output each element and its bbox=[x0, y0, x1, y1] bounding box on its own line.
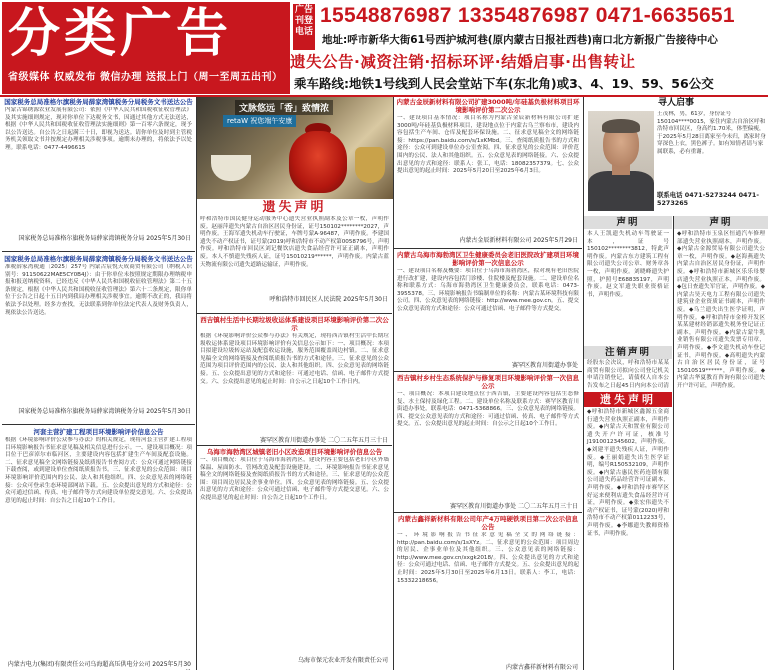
notice-signature: 呼和浩特市回民区人民法院 2025年5月30日 bbox=[269, 296, 388, 303]
tax-notice-2 bbox=[2, 254, 195, 422]
section-divider bbox=[197, 313, 392, 314]
column-4 bbox=[584, 216, 672, 670]
column-1 bbox=[2, 97, 195, 670]
sachet-illustration bbox=[289, 131, 347, 193]
notice-signature: 乌海市保元农业开发有限责任公司 bbox=[297, 657, 388, 664]
slogan: 省级媒体 权威发布 微信办理 送报上门（周一至周五出刊） bbox=[8, 72, 283, 83]
notice-body: 呼和浩特市国民健身运动服务中心遗失营业执照副本及公章一枚，声明作废。赵丽萍遗失内蒙古自治区居民身份证，证号150102********2027，声明作废。王海军遗失机动车行驶证，车牌号蒙A·96487，声明作废。李建国遗失不动产权证书，证号蒙(2019)呼和浩特市不动产权第0058796号，声明作废。呼和浩特市回民区刘记餐饮店遗失食品经营许可证正副本，声明作废。本人不慎遗失残疾人证，证号15010219******，声明作废。内蒙古蓝天物流有限公司遗失道路运输证，声明作废。 bbox=[200, 216, 389, 268]
notice-signature: 内蒙古金辰新材料有限公司 2025年5月29日 bbox=[459, 237, 578, 244]
section-divider bbox=[394, 371, 582, 372]
missing-person-contact: 联系电话 0471-5273244 0471-5273265 bbox=[657, 191, 760, 207]
notice-body: 根据《环境影响评价公众参与办法》的相关规定，现将河套主营扩建工程项目环境影响报告书征求意见稿及相关信息进行公示。一、建设项目概况：项目位于巴彦淖尔市临河区，主要建设内容包括扩建生产车间及配套设施。二、征求意见稿全文网络链接及纸质报告书查阅方式：公众可通过网络链接下载查阅，或到建设单位查阅纸质报告书。三、征求意见的公众范围：项目环境影响评价范围内的公民、法人和其他组织。四、公众意见表的网络链接：公众可登录生态环境部网站下载。五、公众提出意见的方式和途径：公众可通过信函、传真、电子邮件等方式向建设单位提交意见。六、公众提出意见的起止时间：自公告之日起10个工作日。 bbox=[5, 437, 192, 504]
notice-body: ◆呼和浩特市玉泉区恒通汽车修理部遗失营业执照副本，声明作废。◆内蒙古金源贸易有限公司遗失公章一枚，声明作废。◆赵海燕遗失内蒙古自治区居民身份证，声明作废。◆呼和浩特市新城区乐乐母婴店遗失营业执照正本，声明作废。◆包日查遗失军官证，声明作废。◆内蒙古昊天电力工程有限公司遗失建筑业企业资质证书副本，声明作废。◆乌兰遗失出生医学证明，声明作废。◆呼和浩特市金桥开发区某某建材经销部遗失税务登记证正副本，声明作废。◆内蒙古蒙牛乳业销售有限公司遗失发票专用章，声明作废。◆李文遗失机动车登记证书，声明作废。◆高明遗失内蒙古自治区居民身份证，证号15010519******，声明作废。◆内蒙古华夏教育咨询有限公司遗失开户许可证，声明作废。 bbox=[677, 231, 765, 389]
notice-heading: 国家税务总局准格尔旗税务局薛家湾镇税务分局税务文书送达公告 bbox=[4, 98, 193, 106]
dragon-boat-banner bbox=[197, 97, 393, 199]
banner-tag: retaW 祝您端午安康 bbox=[223, 115, 296, 127]
notice-body: ◆呼和浩特市新城区鑫源五金商行遗失营业执照正副本，声明作废。◆内蒙古天和置业有限公司遗失开户许可证，核准号J1910012345602，声明作废。◆刘建平遗失残疾人证，声明作废。◆王丽娟遗失出生医学证明，编号R150532109，声明作废。◆内蒙古惠民医药连锁有限公司遗失药品经营许可证副本，声明作废。◆呼和浩特市赛罕区好运来便利店遗失食品经营许可证，声明作废。◆张宏伟遗失不动产权证书，证号蒙(2020)呼和浩特市不动产权第0112233号，声明作废。◆李娜遗失教师资格证书，声明作废。 bbox=[587, 409, 669, 537]
notice-body: 本人王凯遗失机动车驾驶证一本，证号150102********3812，特此声明作废。内蒙古东方建筑工程有限公司遗失公司公章、财务章各一枚，声明作废。刘晓峰遗失护照，护照号E68835197，声明作废。赵文军遗失职业资格证书，声明作废。 bbox=[587, 231, 669, 298]
brand-block bbox=[2, 2, 290, 94]
lost-statement-block bbox=[584, 392, 672, 670]
notice-body: 一、项目概况：项目位于乌海市海勃湾区，建设内容主要包括老旧小区外墙保温、屋面防水、管网改造及配套设施建设。二、环境影响报告书征求意见稿全文的网络链接及查阅纸质报告书的方式和途径。三、征求意见的公众范围：项目周边居民及企事业单位。四、公众意见表的网络链接。五、公众提出意见的方式和途径：公众可通过信函、电子邮件等方式提交意见。六、公众提出意见的起止时间：自公告之日起10个工作日。 bbox=[200, 457, 389, 501]
column-3 bbox=[394, 97, 582, 670]
statement-title: 声明 bbox=[584, 216, 672, 229]
photo-shirt bbox=[588, 171, 654, 211]
notice-signature: 内蒙古电力(集团)有限责任公司乌海超高压供电分公司 2025年5月30 bbox=[7, 661, 191, 668]
notice-body: 一、项目概况：本项目建设地点位于西吉镇，主要建设内容包括生态修复、水土保持及绿化工程。二、建设单位名称及联系方式：赛罕区教育川街道办事处，联系电话：0471-5368866。三、公众意见表的网络链接。四、提交公众意见表的方式和途径：可通过信函、传真、电子邮件等方式提交。五、公众提出意见的起止时间：自公示之日起10个工作日。 bbox=[397, 391, 579, 428]
notice-signature: 国家税务总局准格尔旗税务局薛家湾镇税务分局 2025年5月30日 bbox=[18, 235, 191, 242]
banner-caption: 文脉悠远「香」致情浓 bbox=[235, 100, 333, 115]
notice-heading: 西吉镇村乡村生态系统保护与修复项目环境影响评价第一次信息公示 bbox=[397, 374, 579, 390]
notice-heading: 乌海市海勃湾区城镇老旧小区改造项目环境影响评价信息公告 bbox=[206, 448, 383, 456]
eia-notice-xiji bbox=[197, 315, 392, 443]
notice-signature: 赛罕区教育川街道办事处 二〇二五年五月三十日 bbox=[450, 503, 578, 510]
notice-heading: 国家税务总局准格尔旗税务局薛家湾镇税务分局税务文书送达公告 bbox=[4, 255, 193, 263]
tax-notice-1 bbox=[2, 97, 195, 249]
lost-notice-title: 遗失声明 bbox=[262, 200, 327, 215]
cancellation-title: 注销声明 bbox=[584, 346, 672, 359]
eia-notice-wuhai bbox=[197, 447, 392, 670]
notice-body: 准税薛家湾税通〔2025〕257号 内蒙古宸悦天成商贸有限公司（纳税人识别号：91150622MAE5CY0B4J）：由于你单位未按照规定期限办理纳税申报和报送纳税资料，已经违反《中华人民共和国税收征收管理法》第二十五条规定，根据《中华人民共和国税收征收管理法》第六十二条规定，限你单位于公告之日起十五日内到我局办理相关涉税事宜。逾期不改正的，我局将依法予以处理。经多方查找，无法联系到你单位法定代表人及财务负责人，现依法公告送达。 bbox=[5, 264, 192, 316]
service-list: 遗失公告·减资注销·招标环评·结婚启事·出售转让 bbox=[290, 53, 636, 71]
lost-notice-block bbox=[197, 200, 392, 312]
newspaper-title: 分类广告 bbox=[8, 3, 233, 64]
notice-body: 根据《环境影响评价公众参与办法》有关规定，现将西吉镇村生活中长期垃圾收运体系建设项目环境影响评价有关信息公示如下：一、项目概况：本项目拟建设垃圾转运站及配套收运设施，服务范围覆盖周边村镇。二、征求意见稿全文的网络链接及查阅纸质报告书的方式和途径。三、征求意见的公众范围为项目评价范围内的公民、法人和其他组织。四、公众意见表的网络链接。五、公众提出意见的方式和途径：可通过电话、信函、电子邮件方式提交。六、公众提出意见的起止时间：自公示之日起10个工作日内。 bbox=[200, 333, 389, 385]
section-divider bbox=[2, 424, 195, 425]
notice-body: 一、建设项目基本情况：项目名称为内蒙古金辰新材料有限公司扩建3000吨/年硅基负极材料项目，建设地点位于内蒙古乌兰察布市，建设内容包括生产车间、仓库及配套环保设施。二、征求意见稿全文的网络链接：https://pan.baidu.com/s/1xKMbd。三、查阅纸质报告书的方式和途径：公众可到建设单位办公室查阅。四、征求意见的公众范围：评价范围内的公民、法人和其他组织。五、公众意见表的网络链接。六、公众提出意见的方式和途径：联系人：张工，电话：18082357379。七、公众提出意见的起止时间：2025年5月20日至2025年6月3日。 bbox=[397, 115, 579, 175]
notice-heading: 内蒙古鑫祥新材料有限公司年产4万吨硬铁项目第二次公示信息公告 bbox=[397, 515, 579, 531]
section-divider bbox=[2, 251, 195, 252]
notice-heading: 内蒙古乌海市海勃湾区卫生健康委员会老旧医院改扩建项目环境影响评价第一次信息公示 bbox=[397, 251, 579, 267]
eia-notice-hospital bbox=[394, 250, 582, 370]
notice-signature: 内蒙古鑫祥新材料有限公司 bbox=[505, 664, 578, 670]
notice-signature: 赛罕区教育川街道办事处 二〇二五年五月三十日 bbox=[260, 437, 388, 443]
missing-person-description: 王茂林，男，61岁，身份证号150104****0015，家住内蒙古自治区呼和浩特市回民区，身高约1.70米，体型偏瘦，于2025年5月28日离家至今未归，离家时身穿深色上衣，黑色裤子。如有知情者请与家属联系，必有重谢。 bbox=[657, 111, 766, 155]
photo-hair bbox=[602, 119, 640, 133]
notice-heading: 西吉镇村生活中长期垃圾收运体系建设项目环境影响评价第二次公示 bbox=[200, 316, 389, 332]
eia-notice-hetao bbox=[2, 427, 195, 670]
missing-person-title: 寻人启事 bbox=[657, 98, 694, 108]
bus-route: 乘车路线:地铁1号线到人民会堂站下车(东北角)或3、4、19、59、56公交 bbox=[294, 76, 714, 91]
section-divider bbox=[197, 445, 392, 446]
missing-person-notice bbox=[584, 97, 768, 215]
masthead bbox=[0, 0, 768, 96]
statement-title: 声明 bbox=[674, 216, 768, 229]
cancellation-block bbox=[584, 346, 672, 390]
notice-body: 一、环境影响报告书征求意见稿全文的网络链接：http://pan.baidu.com/s/1sXYz。二、征求意见的公众范围：项目周边的居民、企事业单位及其他组织。三、公众意见表的网络链接：http://www.mee.gov.cn/xxgk2018/。四、公众提出意见的方式和途径：公众可通过电话、信函、电子邮件方式提交。五、公众提出意见的起止时间：2025年5月30日至2025年6月13日。联系人：李工，电话：15332218656。 bbox=[397, 532, 579, 584]
notice-signature: 赛罕区教育川街道办事处 bbox=[511, 362, 578, 369]
eia-notice-jinchen bbox=[394, 97, 582, 247]
eia-notice-ecology bbox=[394, 373, 582, 511]
lost-statement-title: 遗失声明 bbox=[584, 392, 672, 407]
teapot-illustration bbox=[355, 147, 385, 183]
vertical-tag: 广告刊登电话 bbox=[293, 4, 315, 50]
notice-heading: 内蒙古金辰新材料有限公司扩建3000吨/年硅基负极材料项目环境影响评价第二次公示 bbox=[396, 98, 580, 114]
column-5 bbox=[674, 216, 768, 670]
missing-person-photo bbox=[588, 111, 654, 211]
section-divider bbox=[394, 248, 582, 249]
contact-phones: 15548876987 13354876987 0471-6635651 bbox=[320, 4, 735, 27]
office-address: 地址:呼市新华大街61号西护城河巷(原内蒙古日报社西巷)南口北方新报广告接待中心 bbox=[322, 34, 718, 46]
notice-body: 一、建设项目名称及概要：项目位于乌海市海勃湾区，拟对现有老旧医院进行改扩建，建设内容包括门诊楼、住院楼及配套设施。二、建设单位名称和联系方式：乌海市海勃湾区卫生健康委员会，联系电话：0473-3955378。三、环境影响报告书编制单位的名称：内蒙古某环境科技有限公司。四、公众意见表的网络链接：http://www.mee.gov.cn。五、提交公众意见表的方式和途径：公众可通过信函、电子邮件等方式提交。 bbox=[397, 268, 579, 312]
notice-body: 内蒙古锦绣源农业发展有限公司：依照《中华人民共和国税收征收管理法》及其实施细则规定，现对你单位下达税务文书，因通过其他方式无法送达，根据《中华人民共和国税收征收管理法实施细则》第一百零六条规定，现予以公告送达。自公告之日起满三十日，即视为送达。请你单位及时到主管税务机关领取文书并按规定办理相关涉税事项。逾期未办理的，将依法予以处理。联系电话：0477-4496615 bbox=[5, 107, 192, 151]
section-divider bbox=[394, 512, 582, 513]
notice-heading: 河套主营扩建工程项目环境影响评价信息公告 bbox=[33, 428, 164, 436]
column-2 bbox=[197, 200, 392, 670]
teacup-illustration bbox=[211, 155, 251, 181]
statement-block bbox=[584, 216, 672, 344]
notice-signature: 国家税务总局准格尔旗税务局薛家湾镇税务分局 2025年5月30日 bbox=[18, 408, 191, 415]
statement-list-block bbox=[674, 216, 768, 670]
notice-body: 经股东会决议，呼和浩特市某某商贸有限公司拟向公司登记机关申请注销登记，请债权人自本公告发布之日起45日内向本公司清 bbox=[587, 360, 669, 389]
eia-notice-xinxiang bbox=[394, 514, 582, 670]
